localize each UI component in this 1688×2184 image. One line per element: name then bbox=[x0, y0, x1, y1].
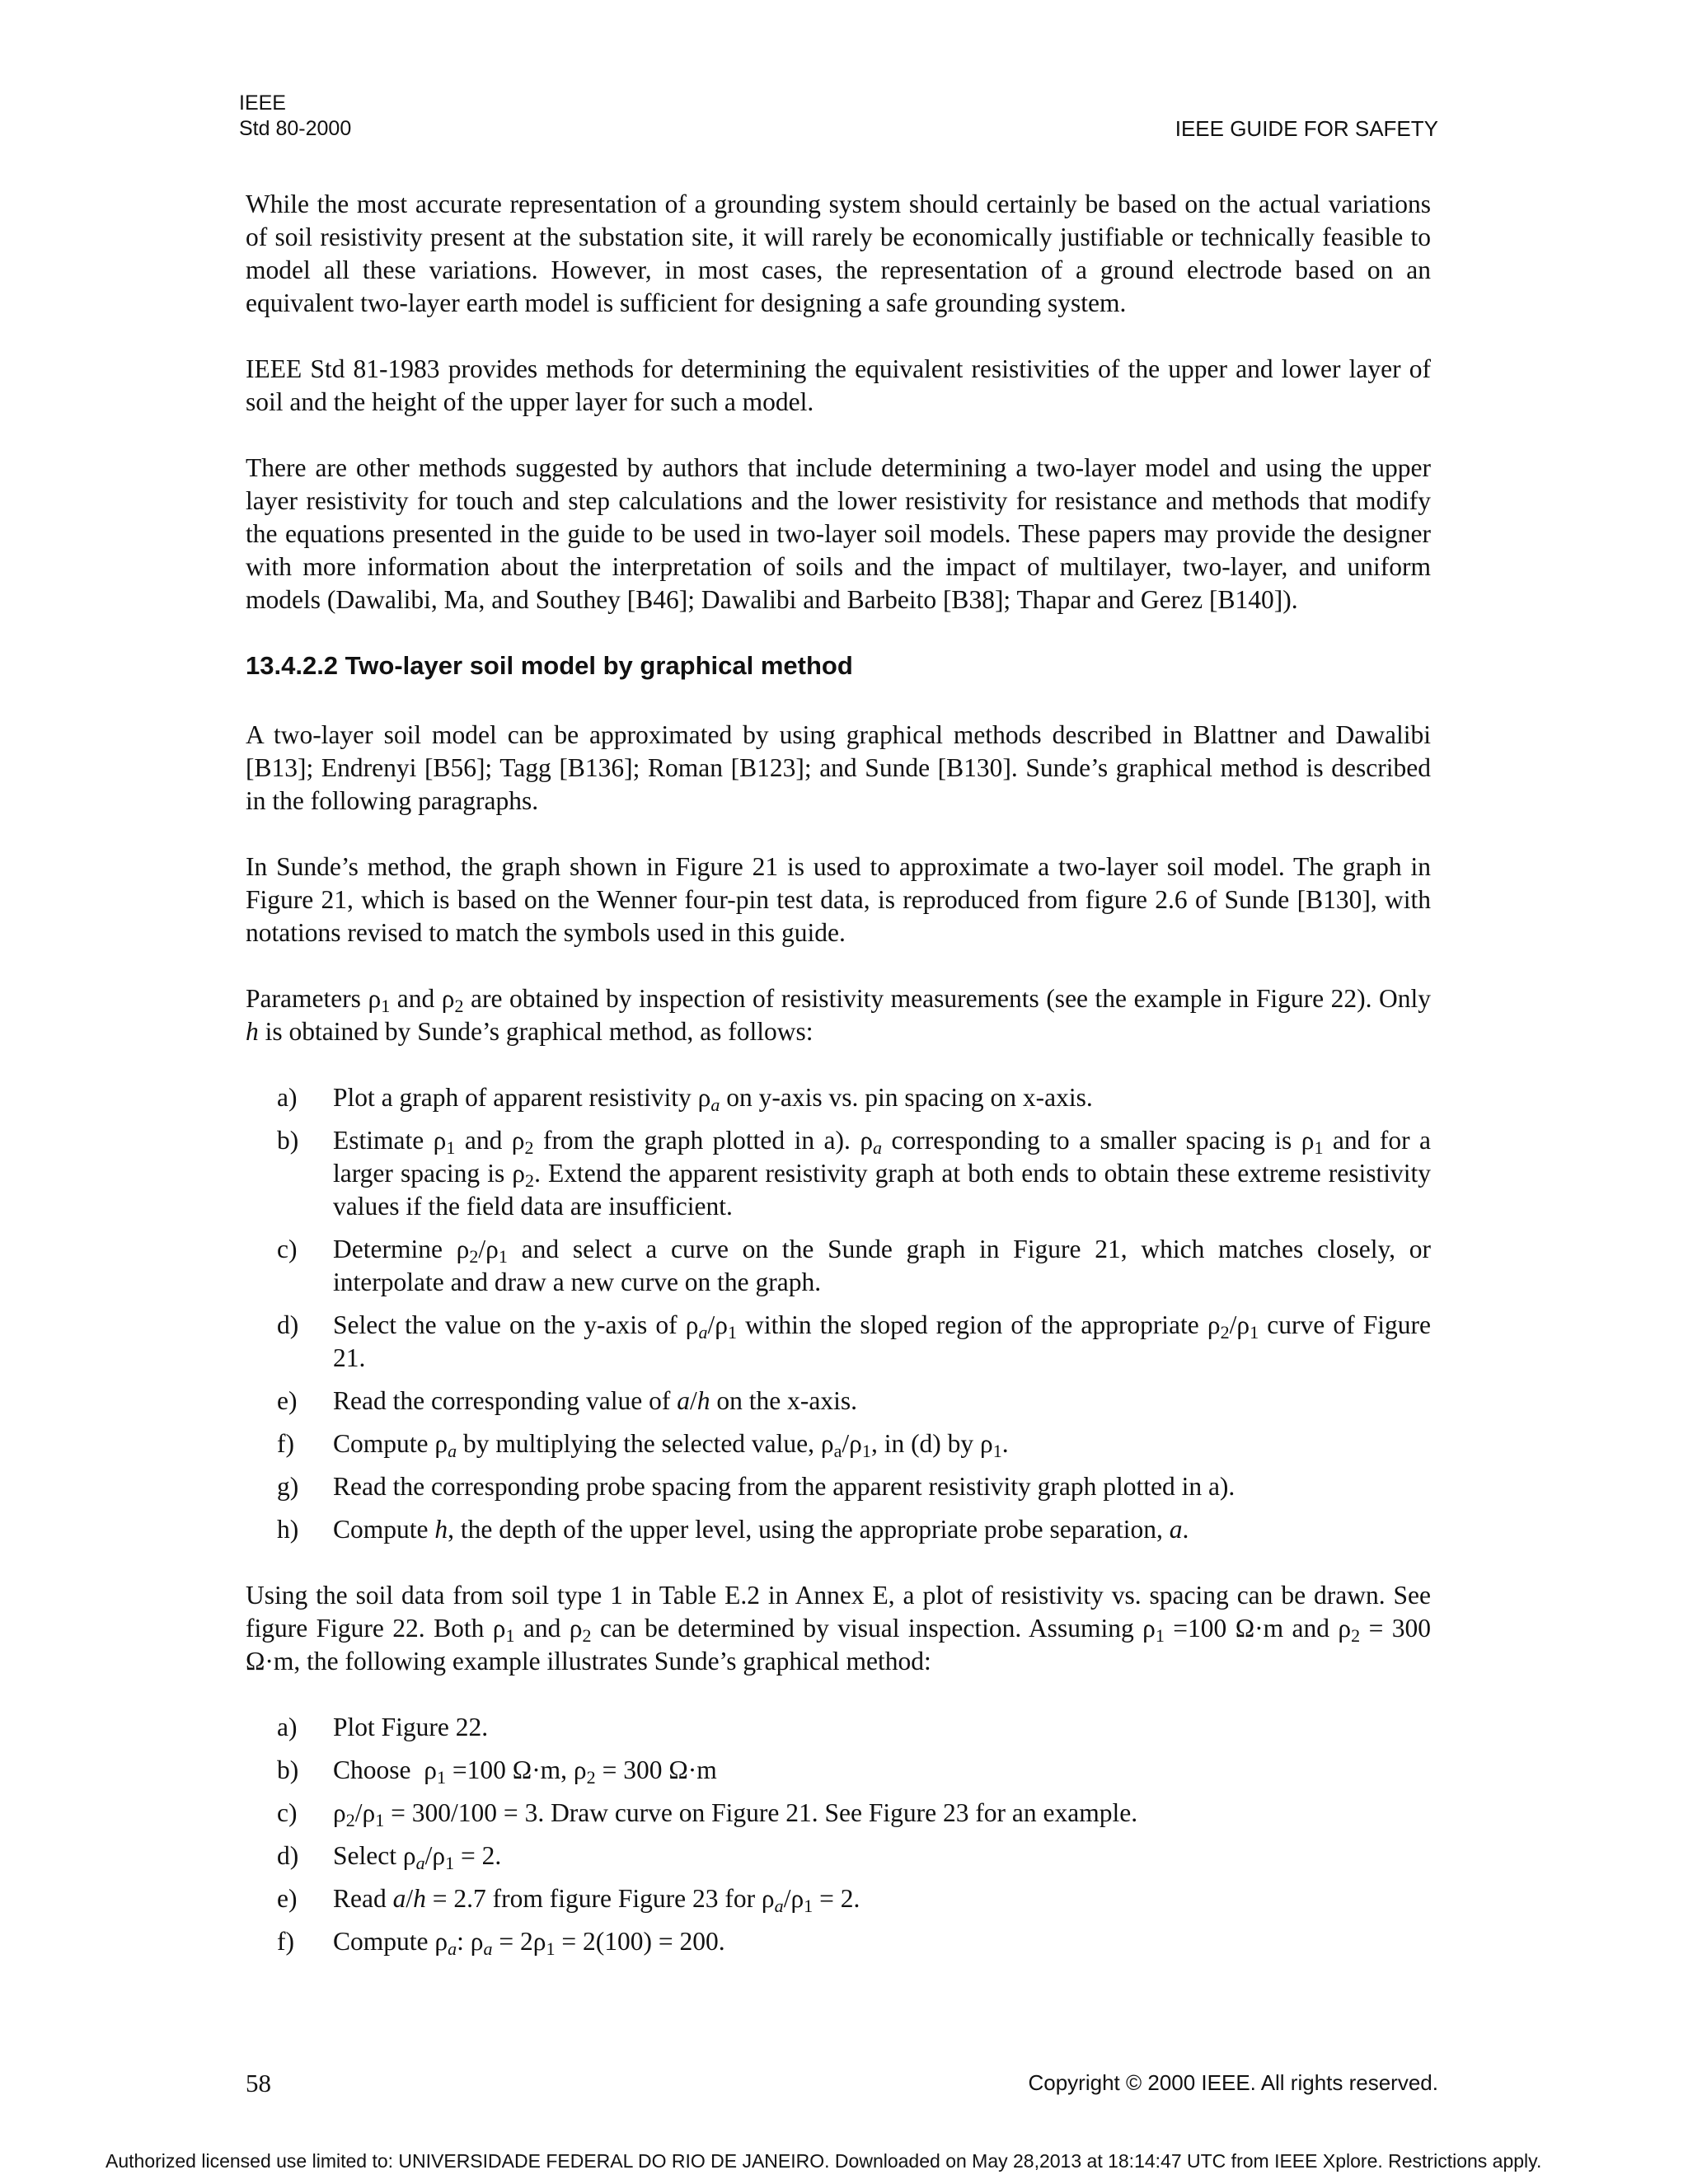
list-text: Compute $\rho_a$: $\rho_a = 2\rho_1 = 2(100) = 200$. bbox=[333, 1927, 725, 1959]
list-label: e) bbox=[277, 1386, 298, 1415]
section-heading bbox=[246, 649, 1431, 682]
example-list bbox=[246, 1711, 1431, 1958]
list-label: f) bbox=[277, 1927, 294, 1956]
header-org: IEEE bbox=[239, 91, 286, 115]
list-text: $\rho_2/\rho_1 = 300/100 = 3$. Draw curve on Figure 21. See Figure 23 for an example. bbox=[333, 1798, 1138, 1830]
list-text: Read the corresponding probe spacing from the apparent resistivity graph plotted in a). bbox=[333, 1472, 1236, 1501]
list-text: Compute h, the depth of the upper level, using the appropriate probe separation, a. bbox=[333, 1515, 1189, 1544]
list-label: a) bbox=[277, 1083, 298, 1112]
list-label: a) bbox=[277, 1713, 298, 1741]
list-label: c) bbox=[277, 1798, 298, 1827]
list-item bbox=[246, 1754, 1431, 1787]
list-item bbox=[246, 1309, 1431, 1375]
list-text: Read the corresponding value of a/h on the x-axis. bbox=[333, 1386, 857, 1415]
license-notice: Authorized licensed use limited to: UNIVERSIDADE FEDERAL DO RIO DE JANEIRO. Downloaded on May 28,2013 at 18:14:47 UTC from IEEE Xplore. Restrictions apply. bbox=[106, 2150, 1542, 2172]
paragraph-1: While the most accurate representation of a grounding system should certainly be based on the actual variations of soil resistivity present at the substation site, it will rarely be economically justifiable or technically feasible to model all these variations. However, in most cases, the representation of a ground electrode based on an equivalent two-layer earth model is sufficient for designing a safe grounding system. bbox=[246, 190, 1431, 317]
list-item bbox=[246, 1513, 1431, 1546]
list-item bbox=[246, 1840, 1431, 1872]
list-item bbox=[246, 1925, 1431, 1958]
list-item bbox=[246, 1233, 1431, 1299]
list-label: c) bbox=[277, 1235, 298, 1263]
list-label: b) bbox=[277, 1126, 299, 1155]
list-label: f) bbox=[277, 1429, 294, 1458]
paragraph-example: Using the soil data from soil type 1 in Table E.2 in Annex E, a plot of resistivity vs. spacing can be drawn. See figure Figure 22. Both $\rho_1$ and $\rho_2$ can be determined by visual inspection. Assuming $\rho_1 =100$ Ω·m and $\rho_2 = 300$ Ω·m, the following example illustrates Sunde’s graphical method: bbox=[246, 1581, 1432, 1675]
header-left bbox=[239, 91, 351, 142]
paragraph-3: There are other methods suggested by authors that include determining a two-layer model and using the upper layer resistivity for touch and step calculations and the lower resistivity for resistance and methods that modify the equations presented in the guide to be used in two-layer soil models. These papers may provide the designer with more information about the interpretation of soils and the impact of multilayer, two-layer, and uniform models (Dawalibi, Ma, and Southey [B46]; Dawalibi and Barbeito [B38]; Thapar and Gerez [B140]). bbox=[246, 453, 1431, 614]
list-item bbox=[246, 1470, 1431, 1503]
list-label: e) bbox=[277, 1884, 298, 1913]
list-label: d) bbox=[277, 1310, 299, 1339]
list-label: d) bbox=[277, 1841, 299, 1870]
header-title: IEEE GUIDE FOR SAFETY bbox=[1175, 116, 1438, 141]
page-number: 58 bbox=[246, 2069, 271, 2097]
section-title: Two-layer soil model by graphical method bbox=[345, 651, 853, 680]
list-item bbox=[246, 1385, 1431, 1418]
list-text: Compute $\rho_a$ by multiplying the selected value, $\rho_a/\rho_1$, in (d) by $\rho_1$. bbox=[333, 1429, 1009, 1461]
list-text: Select the value on the y-axis of $\rho_a/\rho_1$ within the sloped region of the appropriate $\rho_2/\rho_1$ curve of Figure 21. bbox=[333, 1310, 1431, 1372]
list-text: Determine $\rho_2/\rho_1$ and select a curve on the Sunde graph in Figure 21, which matches closely, or interpolate and draw a new curve on the graph. bbox=[333, 1235, 1431, 1296]
paragraph-parameters: Parameters $\rho_1$ and $\rho_2$ are obtained by inspection of resistivity measurements (see the example in Figure 22). Only h is obtained by Sunde’s graphical method, as follows: bbox=[246, 984, 1431, 1046]
list-text: Plot Figure 22. bbox=[333, 1713, 489, 1741]
list-label: g) bbox=[277, 1472, 299, 1501]
copyright-notice: Copyright © 2000 IEEE. All rights reserved. bbox=[1028, 2070, 1438, 2095]
list-text: Estimate $\rho_1$ and $\rho_2$ from the graph plotted in a). $\rho_a$ corresponding to a smaller spacing is $\rho_1$ and for a larger spacing is $\rho_2$. Extend the apparent resistivity graph at both ends to obtain these extreme resistivity values if the field data are insufficient. bbox=[333, 1126, 1432, 1221]
section-number: 13.4.2.2 bbox=[246, 651, 339, 680]
list-item bbox=[246, 1427, 1431, 1460]
list-text: Read a/h = 2.7 from figure Figure 23 for $\rho_a/\rho_1 = 2$. bbox=[333, 1884, 860, 1916]
list-label: b) bbox=[277, 1755, 299, 1784]
list-item bbox=[246, 1882, 1431, 1915]
list-item bbox=[246, 1124, 1431, 1223]
list-item bbox=[246, 1797, 1431, 1830]
procedure-list bbox=[246, 1081, 1431, 1546]
list-text: Select $\rho_a/\rho_1 = 2$. bbox=[333, 1841, 502, 1873]
header-std: Std 80-2000 bbox=[239, 117, 352, 140]
list-text: Plot a graph of apparent resistivity $\rho_a$ on y-axis vs. pin spacing on x-axis. bbox=[333, 1083, 1093, 1115]
main-content bbox=[246, 188, 1431, 1991]
list-label: h) bbox=[277, 1515, 299, 1544]
paragraph-5: In Sunde’s method, the graph shown in Figure 21 is used to approximate a two-layer soil model. The graph in Figure 21, which is based on the Wenner four-pin test data, is reproduced from figure 2.6 of Sunde [B130], with notations revised to match the symbols used in this guide. bbox=[246, 852, 1431, 947]
list-item bbox=[246, 1081, 1431, 1114]
list-text: Choose $\rho_1 =100$ Ω·m, $\rho_2 = 300$ Ω·m bbox=[333, 1755, 717, 1788]
list-item bbox=[246, 1711, 1431, 1744]
paragraph-4: A two-layer soil model can be approximated by using graphical methods described in Blattner and Dawalibi [B13]; Endrenyi [B56]; Tagg [B136]; Roman [B123]; and Sunde [B130]. Sunde’s graphical method is described in the following paragraphs. bbox=[246, 720, 1431, 815]
paragraph-2: IEEE Std 81-1983 provides methods for determining the equivalent resistivities of the upper and lower layer of soil and the height of the upper layer for such a model. bbox=[246, 354, 1431, 416]
